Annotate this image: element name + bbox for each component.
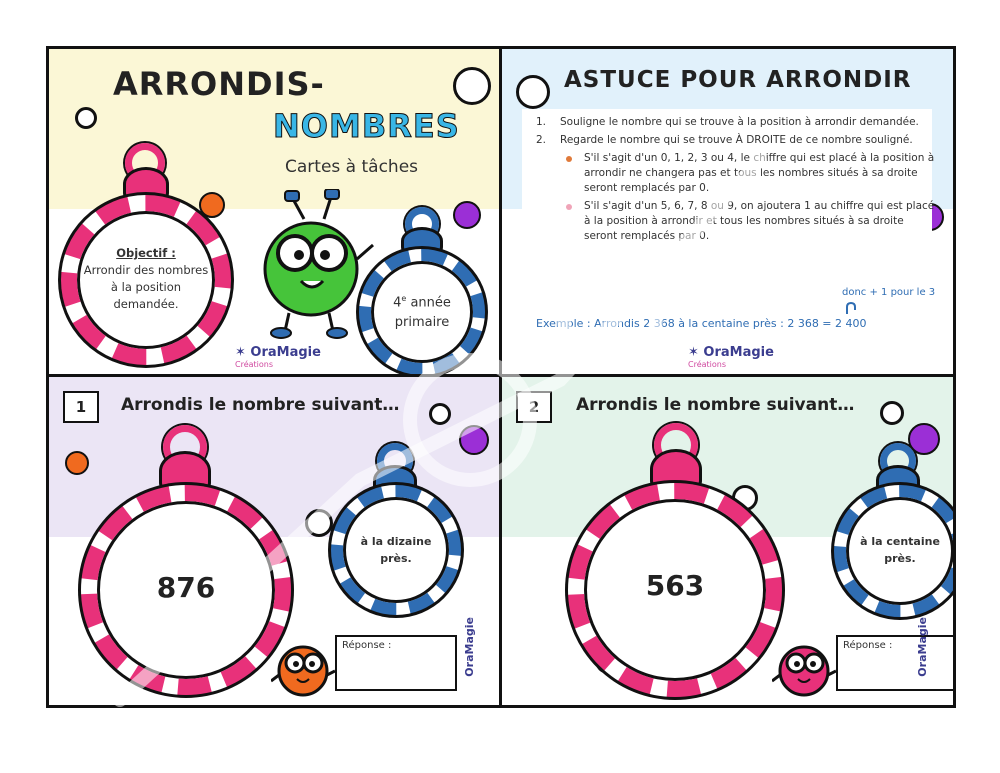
tip-bullet: S'il s'agit d'un 0, 1, 2, 3 ou 4, le chiffre qui est placé à la position à arrondir ne changera pas et tous les nombres situés à sa droite seront remplacés par 0. <box>536 151 936 196</box>
task-card-sheet <box>46 46 956 708</box>
position-text: à la centaine près. <box>860 535 940 565</box>
tip-example: Exemple : Arrondis 2 368 à la centaine près : 2 368 = 2 400 <box>536 317 867 330</box>
brand-logo: ✶ OraMagie Créations <box>235 345 321 369</box>
decor-dot-purple <box>459 425 489 455</box>
answer-box[interactable] <box>836 635 953 691</box>
card-number: 2 <box>516 391 552 423</box>
objective-label: Objectif : <box>116 246 176 260</box>
decor-circle <box>453 67 491 105</box>
brand-logo: ✶ OraMagie Créations <box>688 345 774 369</box>
decor-circle <box>75 107 97 129</box>
card-heading: Arrondis le nombre suivant… <box>121 395 400 415</box>
oramagie-logo-icon: ✶ <box>688 345 704 360</box>
curved-arrow-icon <box>844 301 858 315</box>
answer-label: Réponse : <box>843 640 893 651</box>
decor-dot-purple <box>453 201 481 229</box>
answer-label: Réponse : <box>342 640 392 651</box>
monster-icon <box>772 635 836 703</box>
brand-logo: OraMagie <box>463 617 476 677</box>
tip-note: donc + 1 pour le 3 <box>842 287 936 298</box>
decor-circle <box>429 403 451 425</box>
task-card-1 <box>49 377 502 705</box>
cover-title-line1: ARRONDIS- <box>113 65 325 103</box>
tip-step: 1. Souligne le nombre qui se trouve à la position à arrondir demandée. <box>536 116 919 128</box>
tip-list <box>536 115 936 247</box>
task-card-2 <box>502 377 953 705</box>
card-number: 1 <box>63 391 99 423</box>
brand-sub: Créations <box>688 360 727 369</box>
decor-circle <box>880 401 904 425</box>
grade-line2: primaire <box>394 315 450 331</box>
tip-bullet: S'il s'agit d'un 5, 6, 7, 8 ou 9, on ajoutera 1 au chiffre qui est placé à la position à arrondir et tous les nombres situés à sa droite seront remplacés par 0. <box>536 199 936 244</box>
tip-step: 2. Regarde le nombre qui se trouve À DROITE de ce nombre souligné. <box>536 134 913 146</box>
objective-text-block <box>81 219 211 339</box>
cover-card <box>49 49 502 377</box>
decor-dot-orange <box>199 192 225 218</box>
tip-title: ASTUCE POUR ARRONDIR <box>564 67 912 93</box>
objective-text: Arrondir des nombres à la position demandée. <box>83 263 209 311</box>
tip-card <box>502 49 953 377</box>
cover-subtitle: Cartes à tâches <box>285 157 419 177</box>
value-number: 876 <box>156 570 216 604</box>
grade-line1: 4e année <box>393 293 451 311</box>
oramagie-logo-icon: ✶ <box>235 345 251 360</box>
brand-logo: OraMagie <box>916 617 929 677</box>
answer-box[interactable] <box>335 635 457 691</box>
bullet-dot-icon <box>566 204 572 210</box>
monster-icon <box>271 635 335 703</box>
cover-title-line2: NOMBRES <box>273 107 460 145</box>
card-heading: Arrondis le nombre suivant… <box>576 395 855 415</box>
grade-text <box>379 271 465 351</box>
value-number: 563 <box>645 568 705 602</box>
brand-sub: Créations <box>235 360 274 369</box>
decor-dot-orange <box>65 451 89 475</box>
decor-circle <box>305 509 333 537</box>
decor-circle <box>516 75 550 109</box>
bullet-dot-icon <box>566 156 572 162</box>
position-text: à la dizaine près. <box>360 535 432 565</box>
